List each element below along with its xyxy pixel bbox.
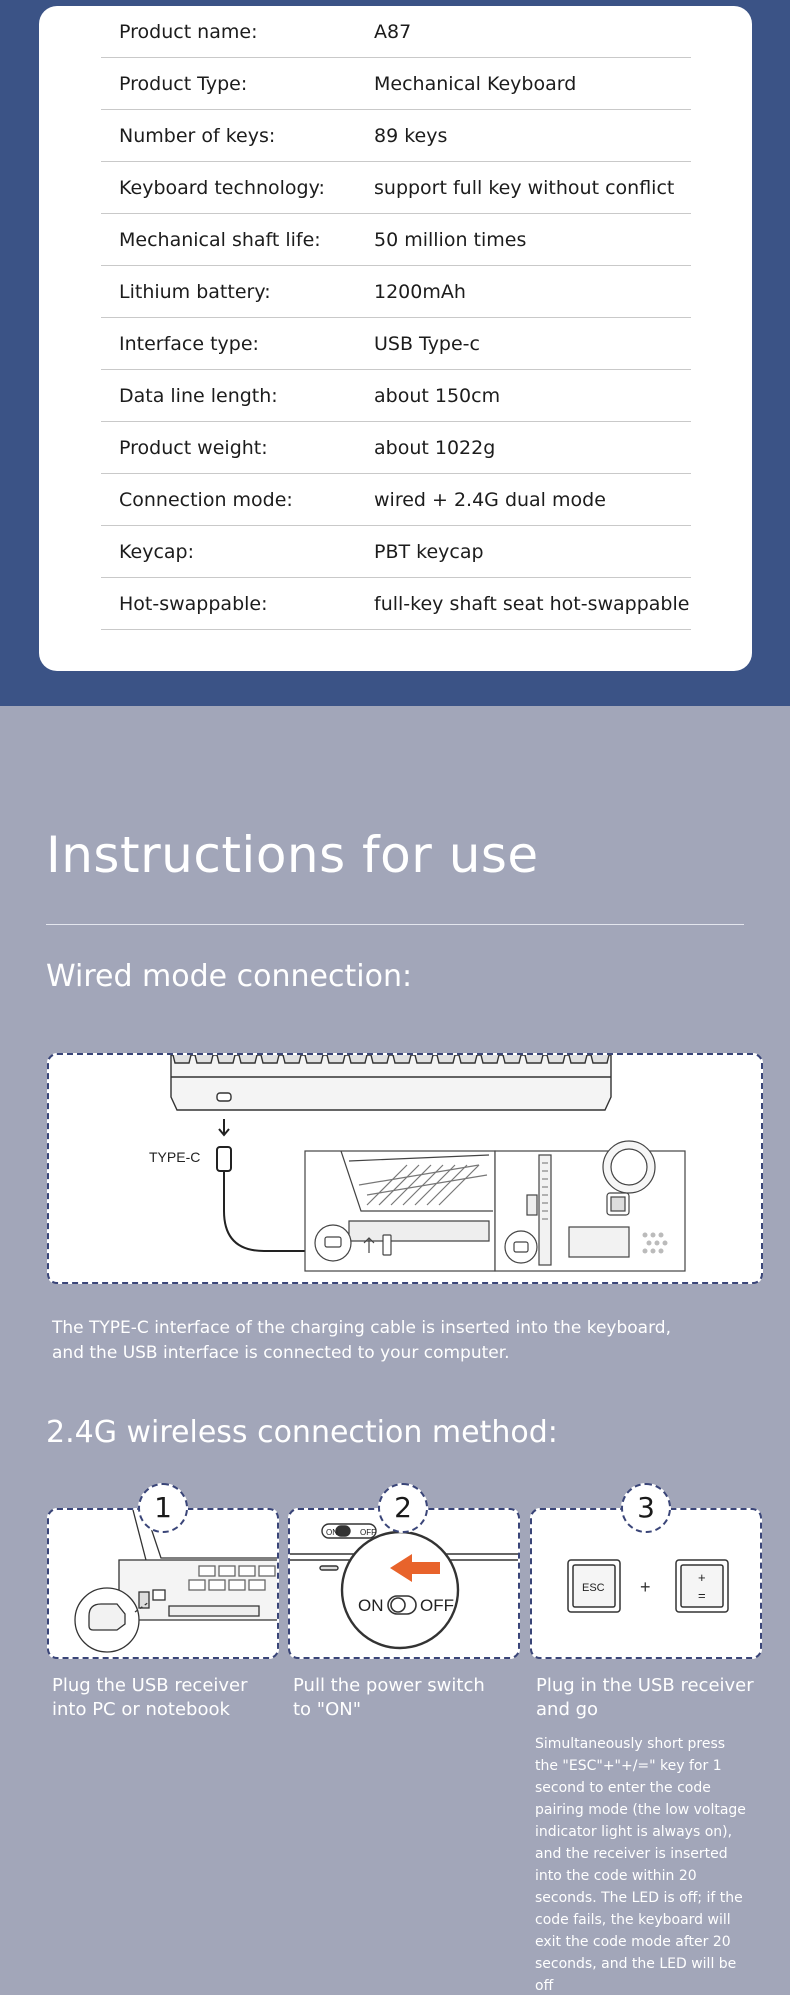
spec-label: Product Type: (119, 73, 248, 95)
spec-label: Keyboard technology: (119, 177, 325, 199)
plus-sign: + (640, 1577, 651, 1597)
spec-label: Keycap: (119, 541, 194, 563)
spec-label: Number of keys: (119, 125, 276, 147)
spec-value: support full key without conflict (374, 177, 675, 199)
spec-row (101, 266, 691, 318)
spec-value: USB Type-c (374, 333, 480, 355)
spec-label: Lithium battery: (119, 281, 271, 303)
wired-diagram (47, 1053, 763, 1284)
spec-card (39, 6, 752, 671)
spec-row (101, 58, 691, 110)
wired-illustration (49, 1055, 763, 1284)
spec-value: PBT keycap (374, 541, 484, 563)
spec-label: Product weight: (119, 437, 268, 459)
wireless-heading: 2.4G wireless connection method: (46, 1415, 558, 1450)
wired-description: The TYPE-C interface of the charging cable is inserted into the keyboard, and the USB interface is connected to your computer. (52, 1318, 671, 1363)
spec-label: Data line length: (119, 385, 278, 407)
switch-off-label: OFF (420, 1596, 454, 1615)
spec-value: full-key shaft seat hot-swappable (374, 593, 690, 615)
esc-key-label: ESC (582, 1582, 605, 1594)
step-1-label: Plug the USB receiver into PC or notebook (52, 1675, 248, 1720)
pairing-note: Simultaneously short press the "ESC"+"+/=" key for 1 second to enter the code pairing mode (the low voltage indicator light is always on), and the receiver is inserted into the code within 20 seconds. The LED is off; if the code fails, the keyboard will exit the code mode after 20 seconds, and the LED will be off (535, 1736, 746, 1994)
spec-value: 1200mAh (374, 281, 466, 303)
spec-row (101, 214, 691, 266)
step-2-badge: 2 (378, 1483, 428, 1533)
spec-row (101, 318, 691, 370)
spec-label: Interface type: (119, 333, 259, 355)
spec-row (101, 526, 691, 578)
small-on-label: ON (326, 1528, 338, 1537)
laptop-icon (305, 1151, 495, 1271)
step-3-label: Plug in the USB receiver and go (536, 1675, 754, 1720)
wired-heading: Wired mode connection: (46, 959, 413, 994)
spec-row (101, 474, 691, 526)
spec-label: Mechanical shaft life: (119, 229, 321, 251)
spec-value: 89 keys (374, 125, 448, 147)
keyboard-icon (171, 1055, 611, 1110)
spec-label: Hot-swappable: (119, 593, 268, 615)
spec-value: wired + 2.4G dual mode (374, 489, 606, 511)
small-off-label: OFF (360, 1528, 376, 1537)
key-equal-label: = (698, 1588, 706, 1603)
spec-row (101, 110, 691, 162)
page-title: Instructions for use (46, 826, 539, 884)
spec-row (101, 578, 691, 630)
spec-table (101, 6, 691, 630)
key-plus-label: + (698, 1570, 706, 1585)
spec-row (101, 370, 691, 422)
spec-label: Connection mode: (119, 489, 293, 511)
step-2-label: Pull the power switch to "ON" (293, 1675, 485, 1720)
step-1-badge: 1 (138, 1483, 188, 1533)
spec-row (101, 162, 691, 214)
spec-label: Product name: (119, 21, 258, 43)
step-3-badge: 3 (621, 1483, 671, 1533)
spec-value: 50 million times (374, 229, 527, 251)
divider (46, 924, 744, 925)
spec-value: Mechanical Keyboard (374, 73, 577, 95)
spec-value: about 1022g (374, 437, 496, 459)
spec-value: A87 (374, 21, 412, 43)
spec-row (101, 6, 691, 58)
switch-on-label: ON (358, 1596, 384, 1615)
type-c-label: TYPE-C (149, 1149, 201, 1165)
spec-row (101, 422, 691, 474)
spec-value: about 150cm (374, 385, 501, 407)
pc-tower-icon (495, 1141, 685, 1271)
